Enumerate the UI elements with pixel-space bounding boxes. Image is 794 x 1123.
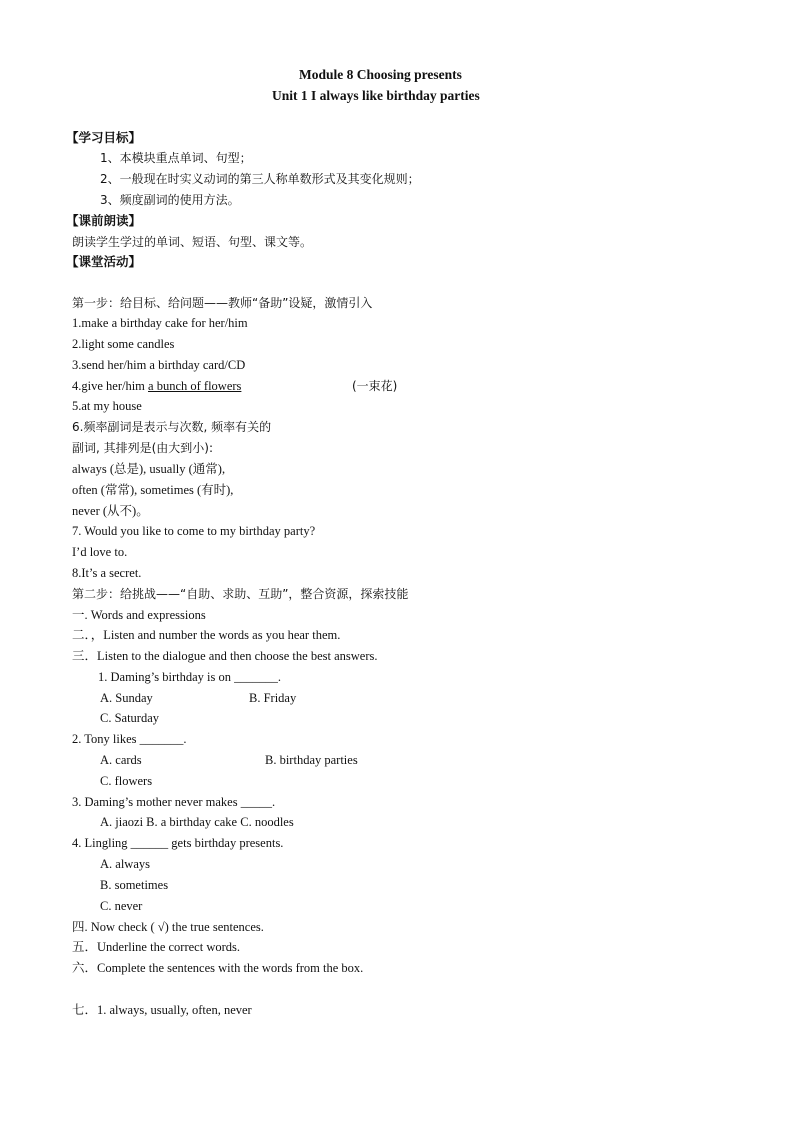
question-3: 3. Daming’s mother never makes _____. <box>72 795 276 809</box>
step2-section-5: 五．Underline the correct words. <box>72 940 240 954</box>
step2-section-7: 七．1. always, usually, often, never <box>72 1003 252 1017</box>
goals-heading: 【学习目标】 <box>66 130 142 145</box>
goal-item-2: 2、一般现在时实义动词的第三人称单数形式及其变化规则； <box>100 172 420 186</box>
step1-line-8: 8.It’s a secret. <box>72 566 142 580</box>
goal-item-3: 3、频度副词的使用方法。 <box>100 193 240 207</box>
question-3-options: A. jiaozi B. a birthday cake C. noodles <box>100 815 294 829</box>
question-4-option-b: B. sometimes <box>100 878 169 892</box>
step2-section-6: 六．Complete the sentences with the words from the box. <box>72 961 364 975</box>
step1-line-4 <box>72 378 241 394</box>
step1-line-6c: always (总是), usually (通常), <box>72 462 226 476</box>
question-1-option-c: C. Saturday <box>100 711 160 725</box>
step1-line-6: 6.频率副词是表示与次数, 频率有关的 <box>72 420 272 434</box>
goal-item-1: 1、本模块重点单词、句型； <box>100 151 252 165</box>
step1-line-6b: 副词, 其排列是(由大到小): <box>72 441 214 455</box>
step1-line-2: 2.light some candles <box>72 337 175 351</box>
page-subtitle: Unit 1 I always like birthday parties <box>272 88 480 103</box>
question-4-option-a: A. always <box>100 857 150 871</box>
step2-section-1: 一. Words and expressions <box>72 608 206 622</box>
step1-line-3: 3.send her/him a birthday card/CD <box>72 358 246 372</box>
step2-section-4: 四. Now check ( √) the true sentences. <box>72 920 264 934</box>
step1-line-4-note: (一束花) <box>352 379 398 393</box>
step1-title: 第一步：给目标、给问题——教师“备助”设疑，激情引入 <box>72 296 373 310</box>
activity-heading: 【课堂活动】 <box>66 254 142 269</box>
question-2-option-b: B. birthday parties <box>265 753 358 767</box>
question-2: 2. Tony likes _______. <box>72 732 187 746</box>
step1-line-6d: often (常常), sometimes (有时), <box>72 483 234 497</box>
question-4-option-c: C. never <box>100 899 143 913</box>
question-4: 4. Lingling ______ gets birthday presents. <box>72 836 284 850</box>
step1-line-4-underlined: a bunch of flowers <box>148 379 242 393</box>
step1-line-4-prefix: 4.give her/him <box>72 379 149 393</box>
question-1-option-b: B. Friday <box>249 691 297 705</box>
step1-line-7: 7. Would you like to come to my birthday party? <box>72 524 316 538</box>
step2-section-2: 二．，Listen and number the words as you hear them. <box>72 628 341 642</box>
step1-line-6e: never (从不)。 <box>72 504 149 518</box>
step1-line-5: 5.at my house <box>72 399 142 413</box>
step2-title: 第二步：给挑战——“自助、求助、互助”，整合资源，探索技能 <box>72 587 409 601</box>
question-2-option-a: A. cards <box>100 753 142 767</box>
step1-line-1: 1.make a birthday cake for her/him <box>72 316 248 330</box>
question-1: 1. Daming’s birthday is on _______. <box>98 670 281 684</box>
step2-section-3: 三．Listen to the dialogue and then choose the best answers. <box>72 649 378 663</box>
preview-text: 朗读学生学过的单词、短语、句型、课文等。 <box>72 235 313 249</box>
page-title: Module 8 Choosing presents <box>299 67 462 82</box>
question-1-option-a: A. Sunday <box>100 691 153 705</box>
preview-heading: 【课前朗读】 <box>66 213 142 228</box>
question-2-option-c: C. flowers <box>100 774 153 788</box>
step1-line-7b: I’d love to. <box>72 545 128 559</box>
